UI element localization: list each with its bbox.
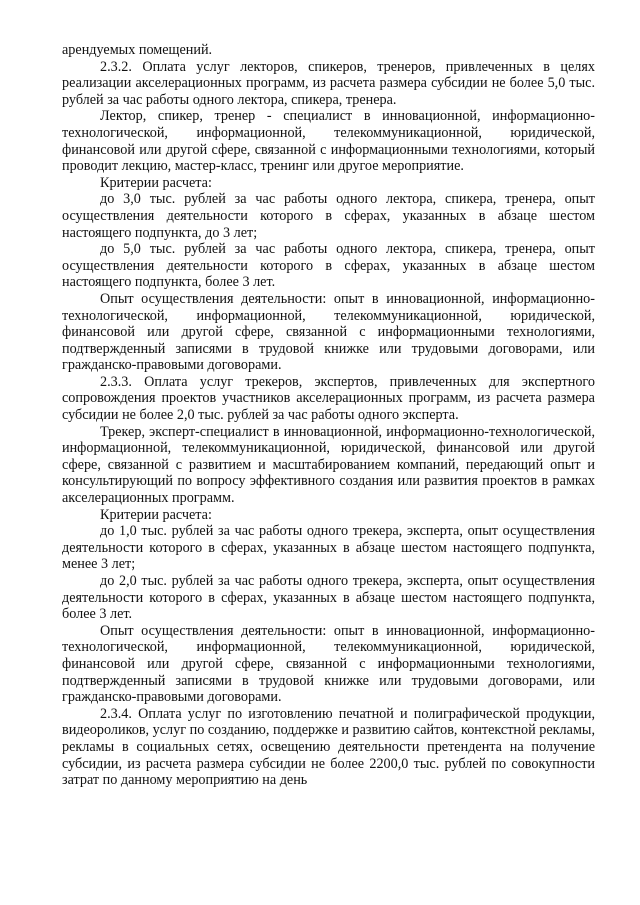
paragraph-criteria-heading: Критерии расчета: [100,174,212,191]
paragraph-lecturer-definition: Лектор, спикер, тренер - специалист в инновационной, информационно-технологической, информационной, телекоммуникационной, юридической, финансовой или другой сфере, связанной с информационными технологиями, который проводит лекцию, мастер-класс, тренинг или другое мероприятие. [62,108,595,175]
paragraph-criterion-lecturer-1: до 3,0 тыс. рублей за час работы одного лектора, спикера, тренера, опыт осуществления деятельности которого в сферах, указанных в абзаце шестом настоящего подпункта, до 3 лет; [62,191,595,241]
paragraph-2-3-4: 2.3.4. Оплата услуг по изготовлению печатной и полиграфической продукции, видеороликов, услуг по созданию, поддержке и развитию сайтов, контекстной рекламы, рекламы в социальных сетях, освещению деятельности претендента на получение субсидии, из расчета размера субсидии не более 2200,0 тыс. рублей по совокупности затрат по данному мероприятию на день [62,705,595,789]
document-page [62,42,595,789]
paragraph-2-3-2: 2.3.2. Оплата услуг лекторов, спикеров, тренеров, привлеченных в целях реализации акселерационных программ, из расчета размера субсидии не более 5,0 тыс. рублей за час работы одного лектора, спикера, тренера. [62,58,595,108]
paragraph-criteria-heading-2: Критерии расчета: [100,506,212,523]
paragraph-criterion-lecturer-2: до 5,0 тыс. рублей за час работы одного лектора, спикера, тренера, опыт осуществления деятельности которого в сферах, указанных в абзаце шестом настоящего подпункта, более 3 лет. [62,241,595,291]
paragraph-tracker-definition: Трекер, эксперт-специалист в инновационной, информационно-технологической, информационной, телекоммуникационной, юридической, финансовой или другой сфере, связанной с развитием и масштабированием компаний, передающий опыт и консультирующий по вопросу эффективного создания или развития проектов в рамках акселерационных программ. [62,423,595,507]
paragraph-experience-definition-2: Опыт осуществления деятельности: опыт в инновационной, информационно-технологической, информационной, телекоммуникационной, юридической, финансовой или другой сфере, связанной с информационными технологиями, подтвержденный записями в трудовой книжке или трудовыми договорами, или гражданско-правовыми договорами. [62,622,595,706]
paragraph-2-3-3: 2.3.3. Оплата услуг трекеров, экспертов, привлеченных для экспертного сопровождения проектов участников акселерационных программ, из расчета размера субсидии не более 2,0 тыс. рублей за час работы одного эксперта. [62,373,595,424]
paragraph-experience-definition: Опыт осуществления деятельности: опыт в инновационной, информационно-технологической, информационной, телекоммуникационной, юридической, финансовой или другой сфере, связанной с информационными технологиями, подтвержденный записями в трудовой книжке или трудовыми договорами, или гражданско-правовыми договорами. [62,290,595,374]
paragraph-criterion-tracker-2: до 2,0 тыс. рублей за час работы одного трекера, эксперта, опыт осуществления деятельности которого в сферах, указанных в абзаце шестом настоящего подпункта, более 3 лет. [62,573,595,623]
paragraph-criterion-tracker-1: до 1,0 тыс. рублей за час работы одного трекера, эксперта, опыт осуществления деятельности которого в сферах, указанных в абзаце шестом настоящего подпункта, менее 3 лет; [62,523,595,573]
paragraph-continuation: арендуемых помещений. [62,42,213,58]
